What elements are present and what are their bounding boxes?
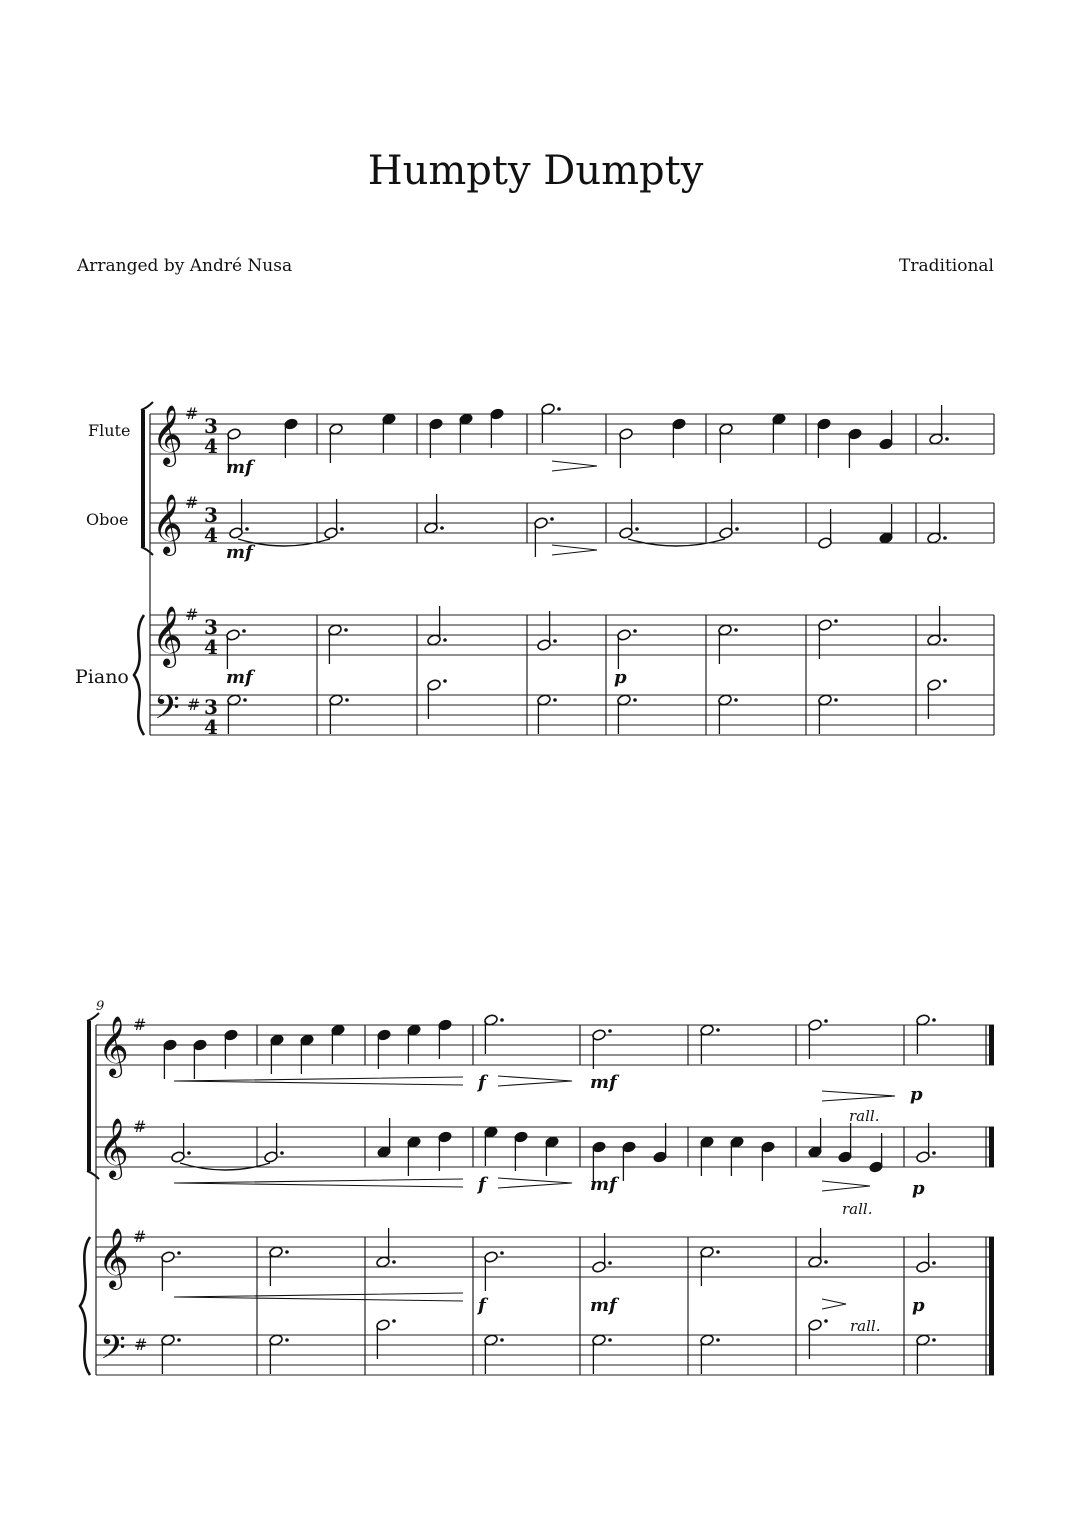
instrument-label-piano: Piano — [75, 666, 129, 688]
dynamic-mf: mf — [590, 1072, 617, 1093]
time-signature-top: 3 — [204, 615, 218, 639]
note-dot — [716, 1250, 720, 1254]
note-dot — [187, 1151, 191, 1155]
time-signature-bottom: 4 — [204, 635, 218, 659]
key-sharp: # — [185, 493, 199, 512]
group-bracket — [87, 1021, 91, 1171]
time-signature-bottom: 4 — [204, 523, 218, 547]
final-barline — [989, 1025, 994, 1065]
time-signature-bottom: 4 — [204, 434, 218, 458]
diminuendo-hairpin — [822, 1091, 895, 1101]
instrument-label-flute: Flute — [88, 421, 131, 440]
note-dot — [932, 1018, 936, 1022]
note-dot — [635, 527, 639, 531]
key-sharp: # — [185, 605, 199, 624]
note-dot — [633, 698, 637, 702]
dynamic-p: p — [912, 1295, 925, 1316]
note-dot — [443, 679, 447, 683]
key-sharp: # — [187, 695, 201, 714]
dynamic-mf: mf — [226, 542, 253, 563]
crescendo-hairpin — [174, 1293, 463, 1301]
note-dot — [633, 629, 637, 633]
piano-brace — [80, 1237, 90, 1375]
dynamic-mf: mf — [226, 667, 253, 688]
note-dot — [932, 1338, 936, 1342]
key-sharp: # — [133, 1227, 147, 1246]
page-title: Humpty Dumpty — [367, 148, 704, 194]
arranger-credit: Arranged by André Nusa — [77, 256, 293, 276]
note-dot — [716, 1028, 720, 1032]
note-dot — [608, 1029, 612, 1033]
note-dot — [500, 1251, 504, 1255]
time-signature-bottom: 4 — [204, 715, 218, 739]
note-dot — [557, 407, 561, 411]
treble-clef: 𝄞 — [152, 405, 183, 465]
note-dot — [243, 698, 247, 702]
key-sharp: # — [134, 1335, 148, 1354]
note-dot — [716, 1338, 720, 1342]
diminuendo-hairpin — [822, 1181, 870, 1191]
note-dot — [943, 536, 947, 540]
bass-clef: 𝄢 — [154, 689, 180, 735]
note-dot — [285, 1338, 289, 1342]
dynamic-f: f — [478, 1072, 486, 1093]
dynamic-f: f — [478, 1295, 486, 1316]
note-dot — [280, 1151, 284, 1155]
treble-clef: 𝄞 — [98, 1228, 129, 1288]
note-dot — [177, 1251, 181, 1255]
note-dot — [834, 619, 838, 623]
diminuendo-hairpin — [552, 545, 597, 555]
composer-credit: Traditional — [899, 256, 994, 276]
final-barline — [989, 1127, 994, 1167]
note-dot — [392, 1319, 396, 1323]
note-dot — [344, 628, 348, 632]
note-dot — [440, 526, 444, 530]
note-dot — [824, 1019, 828, 1023]
note-dot — [824, 1260, 828, 1264]
dynamic-mf: mf — [226, 457, 253, 478]
treble-clef: 𝄞 — [98, 1016, 129, 1076]
dynamic-p: p — [910, 1084, 923, 1105]
instrument-label-oboe: Oboe — [86, 510, 129, 529]
note-dot — [500, 1338, 504, 1342]
note-dot — [553, 698, 557, 702]
bass-clef: 𝄢 — [100, 1329, 126, 1375]
note-dot — [392, 1260, 396, 1264]
dynamic-mf: mf — [590, 1174, 617, 1195]
note-dot — [345, 698, 349, 702]
note-dot — [943, 679, 947, 683]
key-sharp: # — [133, 1117, 147, 1136]
note-dot — [285, 1250, 289, 1254]
note-dot — [340, 527, 344, 531]
treble-clef: 𝄞 — [98, 1118, 129, 1178]
piano-brace — [134, 615, 144, 735]
note-dot — [932, 1151, 936, 1155]
time-signature-top: 3 — [204, 503, 218, 527]
note-dot — [550, 517, 554, 521]
crescendo-hairpin — [174, 1077, 463, 1085]
note-dot — [608, 1338, 612, 1342]
treble-clef: 𝄞 — [152, 606, 183, 666]
note-dot — [824, 1319, 828, 1323]
dynamic-p: p — [912, 1178, 925, 1199]
time-signature-top: 3 — [204, 695, 218, 719]
dynamic-mf: mf — [590, 1295, 617, 1316]
crescendo-hairpin — [174, 1179, 463, 1187]
note-dot — [734, 628, 738, 632]
group-bracket — [141, 410, 145, 547]
dynamic-p: p — [614, 667, 627, 688]
rall-marking: rall. — [849, 1107, 880, 1125]
diminuendo-hairpin — [498, 1178, 572, 1188]
note-dot — [500, 1018, 504, 1022]
note-dot — [932, 1261, 936, 1265]
rall-marking: rall. — [842, 1200, 873, 1218]
note-dot — [734, 698, 738, 702]
note-dot — [553, 639, 557, 643]
key-sharp: # — [133, 1015, 147, 1034]
measure-number: 9 — [96, 999, 105, 1014]
note-dot — [834, 698, 838, 702]
system-1 — [134, 402, 994, 739]
diminuendo-hairpin — [822, 1299, 846, 1309]
final-barline — [989, 1237, 994, 1375]
note-dot — [177, 1338, 181, 1342]
rall-marking: rall. — [850, 1317, 881, 1335]
diminuendo-hairpin — [552, 461, 597, 471]
diminuendo-hairpin — [498, 1076, 572, 1086]
note-dot — [943, 638, 947, 642]
dynamic-f: f — [478, 1174, 486, 1195]
treble-clef: 𝄞 — [152, 494, 183, 554]
time-signature-top: 3 — [204, 414, 218, 438]
key-sharp: # — [185, 404, 199, 423]
note-dot — [735, 527, 739, 531]
note-dot — [443, 638, 447, 642]
note-dot — [608, 1261, 612, 1265]
note-dot — [242, 629, 246, 633]
system-2 — [80, 1013, 994, 1375]
note-dot — [245, 527, 249, 531]
note-dot — [945, 437, 949, 441]
